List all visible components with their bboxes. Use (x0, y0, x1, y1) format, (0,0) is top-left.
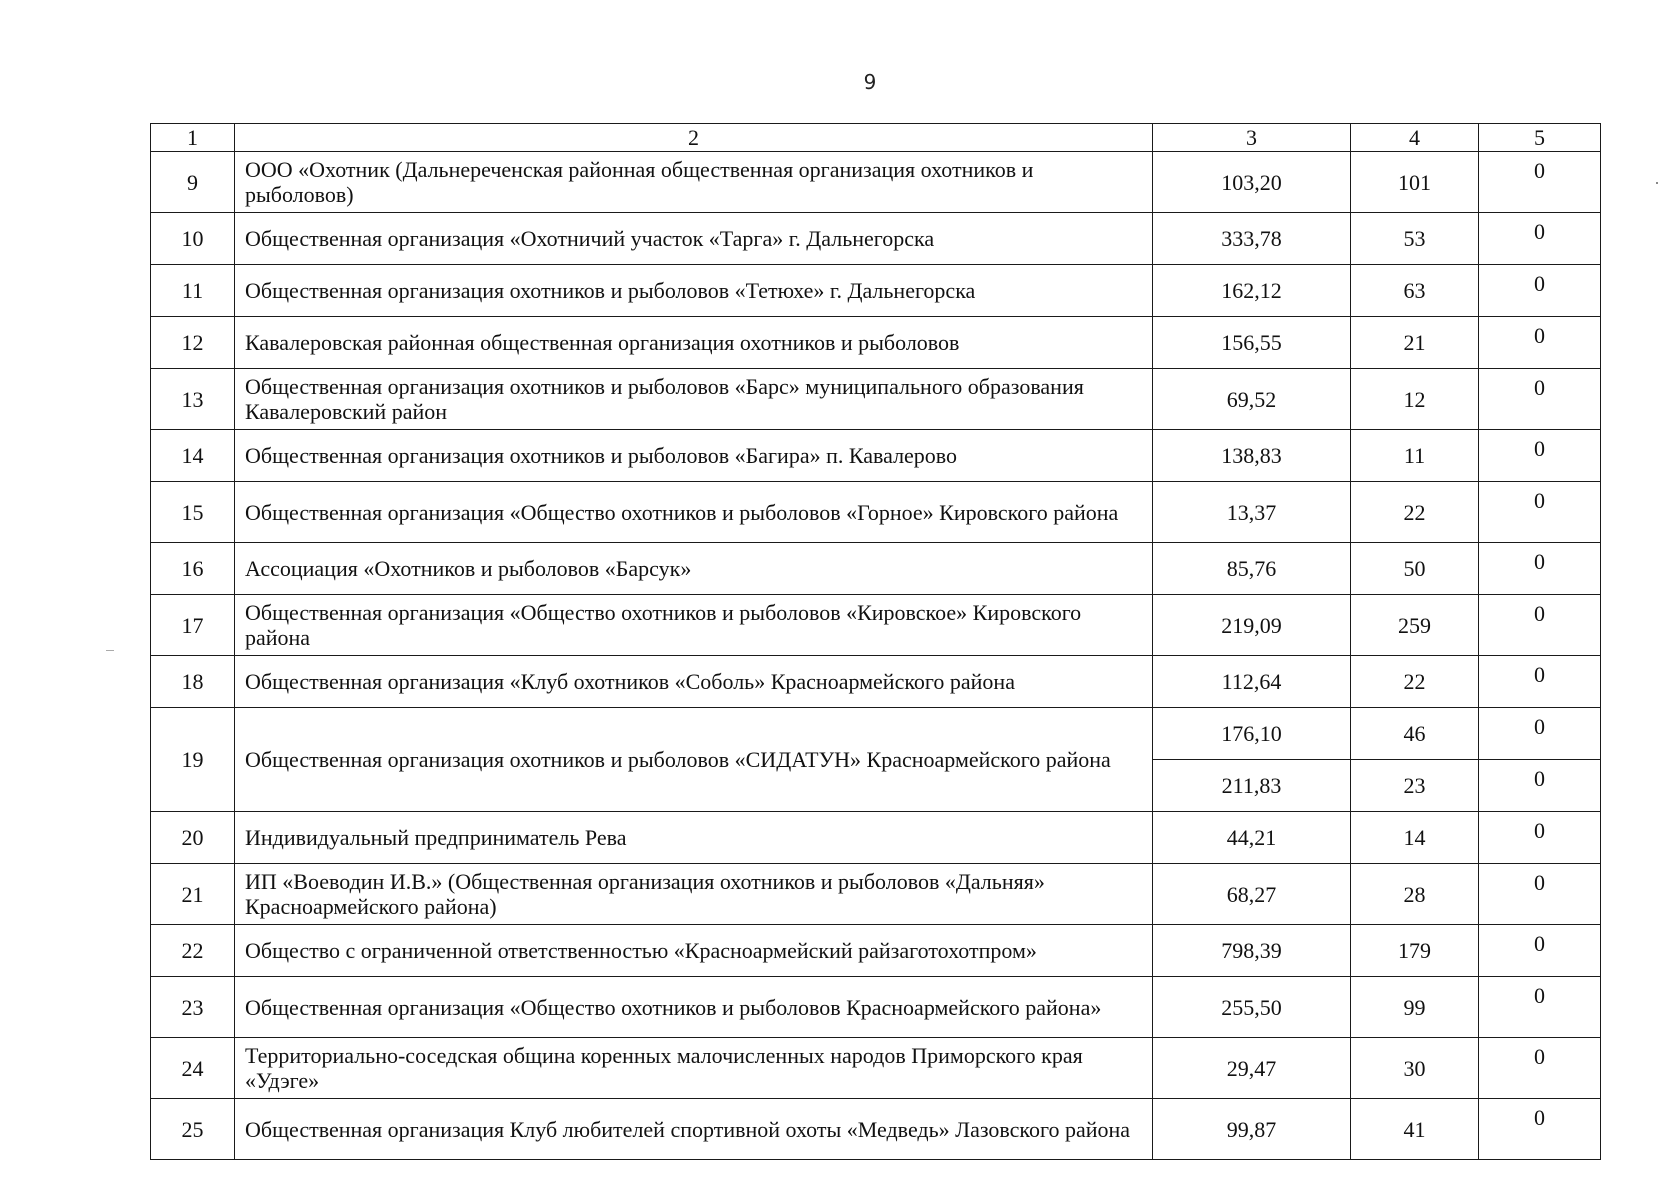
row-number: 14 (151, 430, 235, 482)
area-value: 211,83 (1153, 760, 1351, 812)
area-value: 44,21 (1153, 812, 1351, 864)
column-header: 4 (1351, 124, 1479, 152)
organization-name: Общественная организация «Охотничий участок «Тарга» г. Дальнегорска (235, 213, 1153, 265)
row-number: 9 (151, 152, 235, 213)
page-number: 9 (863, 70, 877, 94)
col5-value: 0 (1479, 1099, 1601, 1160)
count-value: 46 (1351, 708, 1479, 760)
scan-artifact (1656, 182, 1658, 184)
area-value: 112,64 (1153, 656, 1351, 708)
count-value: 22 (1351, 656, 1479, 708)
organization-name: Общественная организация охотников и рыболовов «Багира» п. Кавалерово (235, 430, 1153, 482)
count-value: 99 (1351, 977, 1479, 1038)
row-number: 19 (151, 708, 235, 812)
row-number: 21 (151, 864, 235, 925)
organization-name: Ассоциация «Охотников и рыболовов «Барсук» (235, 543, 1153, 595)
count-value: 101 (1351, 152, 1479, 213)
organization-name: ИП «Воеводин И.В.» (Общественная организация охотников и рыболовов «Дальняя» Красноармейского района) (235, 864, 1153, 925)
table-row (151, 595, 1601, 656)
organization-name: Территориально-соседская община коренных малочисленных народов Приморского края «Удэге» (235, 1038, 1153, 1099)
table-row (151, 1099, 1601, 1160)
count-value: 23 (1351, 760, 1479, 812)
col5-value: 0 (1479, 369, 1601, 430)
area-value: 29,47 (1153, 1038, 1351, 1099)
table-row (151, 812, 1601, 864)
col5-value: 0 (1479, 812, 1601, 864)
col5-value: 0 (1479, 543, 1601, 595)
row-number: 15 (151, 482, 235, 543)
col5-value: 0 (1479, 925, 1601, 977)
table-row (151, 708, 1601, 760)
count-value: 14 (1351, 812, 1479, 864)
area-value: 99,87 (1153, 1099, 1351, 1160)
organizations-table (150, 123, 1601, 1160)
count-value: 50 (1351, 543, 1479, 595)
col5-value: 0 (1479, 152, 1601, 213)
col5-value: 0 (1479, 977, 1601, 1038)
row-number: 12 (151, 317, 235, 369)
organization-name: Общественная организация охотников и рыболовов «СИДАТУН» Красноармейского района (235, 708, 1153, 812)
table-row (151, 317, 1601, 369)
table-row (151, 925, 1601, 977)
col5-value: 0 (1479, 213, 1601, 265)
table-row (151, 977, 1601, 1038)
count-value: 63 (1351, 265, 1479, 317)
area-value: 798,39 (1153, 925, 1351, 977)
row-number: 18 (151, 656, 235, 708)
area-value: 176,10 (1153, 708, 1351, 760)
area-value: 156,55 (1153, 317, 1351, 369)
table-header-row (151, 124, 1601, 152)
area-value: 138,83 (1153, 430, 1351, 482)
count-value: 30 (1351, 1038, 1479, 1099)
row-number: 16 (151, 543, 235, 595)
count-value: 22 (1351, 482, 1479, 543)
column-header: 1 (151, 124, 235, 152)
organization-name: Индивидуальный предприниматель Рева (235, 812, 1153, 864)
table-row (151, 430, 1601, 482)
area-value: 13,37 (1153, 482, 1351, 543)
organization-name: Общественная организация «Общество охотников и рыболовов «Горное» Кировского района (235, 482, 1153, 543)
table-row (151, 656, 1601, 708)
organization-name: Общественная организация «Общество охотников и рыболовов Красноармейского района» (235, 977, 1153, 1038)
count-value: 28 (1351, 864, 1479, 925)
col5-value: 0 (1479, 656, 1601, 708)
row-number: 24 (151, 1038, 235, 1099)
col5-value: 0 (1479, 760, 1601, 812)
area-value: 103,20 (1153, 152, 1351, 213)
organization-name: Общественная организация охотников и рыболовов «Тетюхе» г. Дальнегорска (235, 265, 1153, 317)
count-value: 12 (1351, 369, 1479, 430)
table-row (151, 864, 1601, 925)
organization-name: Общество с ограниченной ответственностью «Красноармейский райзаготохотпром» (235, 925, 1153, 977)
count-value: 259 (1351, 595, 1479, 656)
col5-value: 0 (1479, 317, 1601, 369)
col5-value: 0 (1479, 265, 1601, 317)
row-number: 11 (151, 265, 235, 317)
organization-name: Общественная организация «Общество охотников и рыболовов «Кировское» Кировского района (235, 595, 1153, 656)
col5-value: 0 (1479, 430, 1601, 482)
organization-name: Общественная организация охотников и рыболовов «Барс» муниципального образования Кавалеровский район (235, 369, 1153, 430)
col5-value: 0 (1479, 708, 1601, 760)
row-number: 23 (151, 977, 235, 1038)
organization-name: Общественная организация Клуб любителей спортивной охоты «Медведь» Лазовского района (235, 1099, 1153, 1160)
col5-value: 0 (1479, 1038, 1601, 1099)
area-value: 85,76 (1153, 543, 1351, 595)
area-value: 68,27 (1153, 864, 1351, 925)
scan-artifact (106, 650, 114, 651)
count-value: 179 (1351, 925, 1479, 977)
organization-name: ООО «Охотник (Дальнереченская районная общественная организация охотников и рыболовов) (235, 152, 1153, 213)
count-value: 41 (1351, 1099, 1479, 1160)
col5-value: 0 (1479, 864, 1601, 925)
row-number: 10 (151, 213, 235, 265)
row-number: 13 (151, 369, 235, 430)
table-row (151, 152, 1601, 213)
col5-value: 0 (1479, 482, 1601, 543)
col5-value: 0 (1479, 595, 1601, 656)
area-value: 162,12 (1153, 265, 1351, 317)
row-number: 22 (151, 925, 235, 977)
count-value: 53 (1351, 213, 1479, 265)
area-value: 255,50 (1153, 977, 1351, 1038)
row-number: 25 (151, 1099, 235, 1160)
column-header: 5 (1479, 124, 1601, 152)
table-row (151, 265, 1601, 317)
organization-name: Общественная организация «Клуб охотников «Соболь» Красноармейского района (235, 656, 1153, 708)
table-row (151, 213, 1601, 265)
count-value: 11 (1351, 430, 1479, 482)
table-row (151, 369, 1601, 430)
table-row (151, 1038, 1601, 1099)
column-header: 2 (235, 124, 1153, 152)
area-value: 69,52 (1153, 369, 1351, 430)
column-header: 3 (1153, 124, 1351, 152)
organization-name: Кавалеровская районная общественная организация охотников и рыболовов (235, 317, 1153, 369)
area-value: 333,78 (1153, 213, 1351, 265)
table-row (151, 543, 1601, 595)
table-row (151, 482, 1601, 543)
row-number: 17 (151, 595, 235, 656)
area-value: 219,09 (1153, 595, 1351, 656)
count-value: 21 (1351, 317, 1479, 369)
row-number: 20 (151, 812, 235, 864)
